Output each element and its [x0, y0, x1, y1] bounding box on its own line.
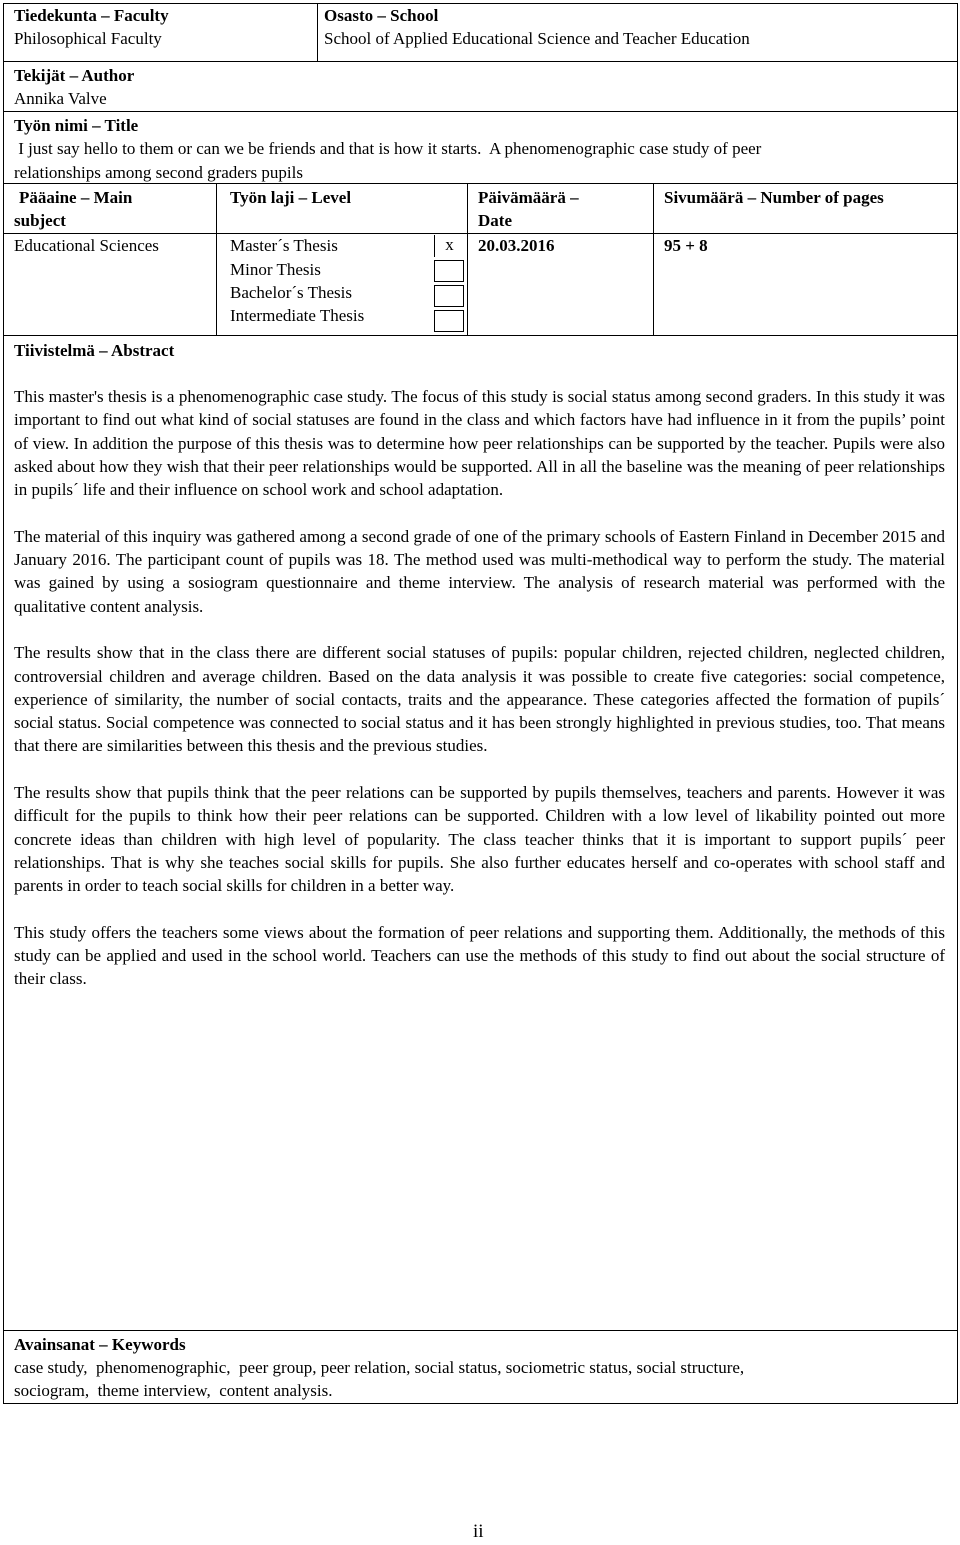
page-number: ii — [473, 1521, 484, 1542]
author-value: Annika Valve — [14, 89, 107, 108]
level-checkbox-masters[interactable]: x — [434, 235, 464, 257]
level-option-minor: Minor Thesis — [230, 260, 321, 279]
abstract-body — [14, 385, 945, 1014]
rule-after-author — [3, 111, 958, 112]
abstract-paragraph-2: The material of this inquiry was gathered among a second grade of one of the primary schools of Eastern Finland in December 2015 and January 2016. The participant count of pupils was 18. The method used was multi-methodical way to perform the study. The material was gained by using a sosiogram questionnaire and theme interview. The analysis of research material was performed with the qualitative content analysis. — [14, 526, 945, 616]
keywords-label: Avainsanat – Keywords — [14, 1335, 186, 1354]
abstract-label: Tiivistelmä – Abstract — [14, 341, 175, 360]
rule-after-faculty — [3, 61, 958, 62]
pages-value: 95 + 8 — [664, 236, 708, 255]
date-label-line-2: Date — [478, 211, 512, 230]
title-label: Työn nimi – Title — [14, 116, 139, 135]
rule-before-keywords — [3, 1330, 958, 1331]
level-label: Työn laji – Level — [230, 188, 352, 207]
school-label: Osasto – School — [324, 6, 439, 25]
pages-label: Sivumäärä – Number of pages — [664, 188, 884, 207]
title-line-2: relationships among second graders pupils — [14, 163, 303, 182]
keywords-line-2: sociogram, theme interview, content analysis. — [14, 1381, 333, 1400]
faculty-label: Tiedekunta – Faculty — [14, 6, 169, 25]
level-checkbox-intermediate[interactable] — [434, 310, 464, 332]
rule-date-pages-divider — [653, 183, 654, 335]
abstract-paragraph-3: The results show that in the class there are different social statuses of pupils: popular children, rejected children, neglected children, controversial children and average children. Based on the data analysis it was possible to create five categories: social competence, experience of similarity, the number of social contacts, traits and the appearance. These categories affected the formation of pupils´ social status. Social competence was connected to social status and it has been strongly highlighted in previous studies, too. That means that there are similarities between this thesis and the previous studies. — [14, 643, 945, 756]
level-checkbox-minor[interactable] — [434, 260, 464, 282]
level-checkbox-bachelors[interactable] — [434, 285, 464, 307]
level-option-bachelors: Bachelor´s Thesis — [230, 283, 352, 302]
subject-value: Educational Sciences — [14, 236, 159, 255]
rule-faculty-school-divider — [317, 3, 318, 61]
rule-subject-level-divider — [216, 183, 217, 335]
faculty-value: Philosophical Faculty — [14, 29, 162, 48]
level-option-masters: Master´s Thesis — [230, 236, 338, 255]
rule-level-date-divider — [467, 183, 468, 335]
date-label-line-1: Päivämäärä – — [478, 188, 579, 207]
subject-label-line-2: subject — [14, 211, 66, 230]
abstract-paragraph-5: This study offers the teachers some views about the formation of peer relations and supporting them. Additionally, the methods of this study can be applied and used in the school world. Teachers can use the methods of this study to find out about the social structure of their class. — [14, 922, 945, 989]
level-option-intermediate: Intermediate Thesis — [230, 306, 365, 325]
author-label: Tekijät – Author — [14, 66, 135, 85]
school-value: School of Applied Educational Science and Teacher Education — [324, 29, 750, 48]
date-value: 20.03.2016 — [478, 236, 555, 255]
abstract-paragraph-4: The results show that pupils think that the peer relations can be supported by pupils themselves, teachers and parents. However it was difficult for the pupils to think how their peer relations can be supported. Children with a low level of likability pointed out more concrete ideas than children with high level of popularity. The class teacher thinks that it is important to support pupils´ peer relationships. That is why she teaches social skills for pupils. She also further educates herself and co-operates with school staff and parents in order to teach social skills for children in a better way. — [14, 783, 945, 896]
title-line-1: I just say hello to them or can we be friends and that is how it starts. A phenomenographic case study of peer — [14, 139, 762, 158]
keywords-line-1: case study, phenomenographic, peer group, peer relation, social status, sociometric status, social structure, — [14, 1358, 745, 1377]
abstract-paragraph-1: This master's thesis is a phenomenographic case study. The focus of this study is social status among second graders. In this study it was important to find out what kind of social statuses are found in the class and which factors have had influence in it from the pupils’ point of view. In addition the purpose of this thesis was to determine how peer relationships can be supported by the teacher. Pupils were also asked about how they wish that their peer relationships would be supported. All in all the baseline was the meaning of peer relationships in pupils´ life and their influence on school work and school adaptation. — [14, 387, 945, 500]
subject-label-line-1: Pääaine – Main — [19, 188, 133, 207]
rule-after-meta — [3, 335, 958, 336]
